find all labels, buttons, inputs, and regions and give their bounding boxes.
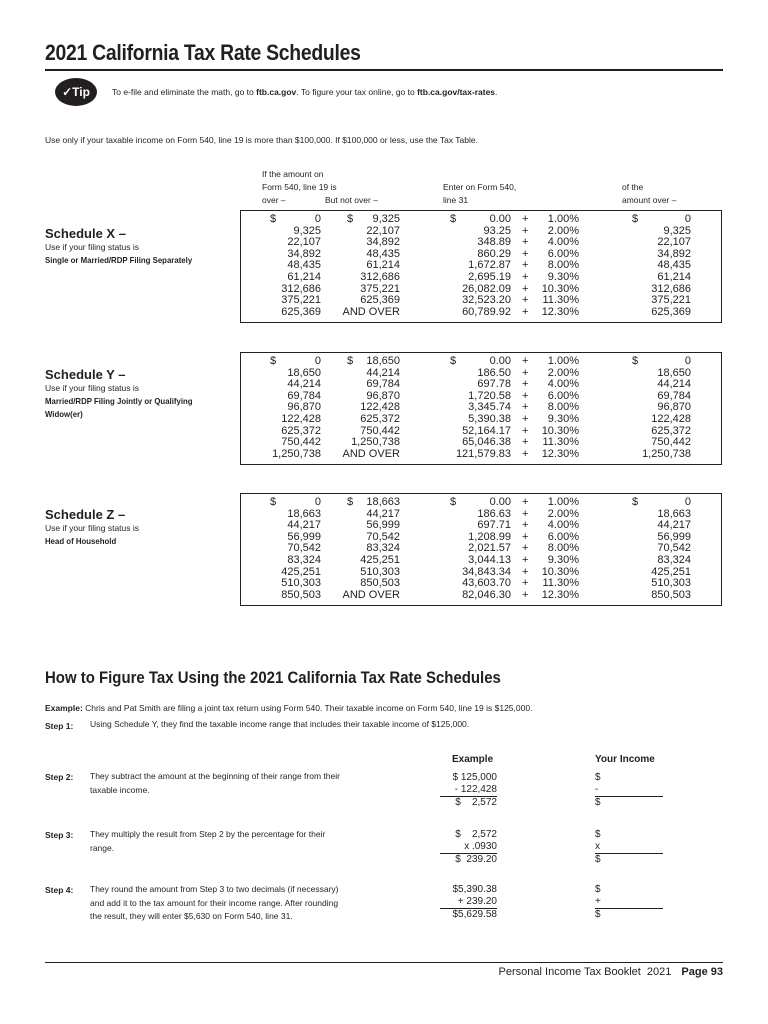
calc-result: $ 2,572 bbox=[455, 797, 497, 808]
table-row bbox=[241, 497, 721, 509]
footer-divider bbox=[45, 962, 723, 963]
cell-over: 9,325 bbox=[293, 224, 321, 237]
cell-amount-over: 0 bbox=[684, 496, 691, 508]
cell-base-tax: 186.63 bbox=[477, 507, 511, 520]
cell-rate: 10.30% bbox=[541, 282, 579, 295]
cell-base-tax: 93.25 bbox=[483, 224, 511, 237]
calc-line: - 122,428 bbox=[440, 784, 497, 797]
cell-amount-over: 375,221 bbox=[651, 294, 691, 307]
cell-rate: 12.30% bbox=[541, 447, 579, 460]
cell-amount-over: 0 bbox=[684, 355, 691, 367]
col-header-enter bbox=[443, 181, 516, 207]
cell-rate: 8.00% bbox=[547, 259, 579, 272]
step-2-text: They subtract the amount at the beginning of their range from their taxable income. bbox=[90, 771, 340, 795]
col-header-line: over – bbox=[262, 195, 286, 205]
plus-sign: + bbox=[522, 412, 529, 425]
cell-base-tax: 1,208.99 bbox=[468, 530, 511, 543]
dollar-sign: $ bbox=[270, 496, 277, 508]
cell-over: 83,324 bbox=[287, 553, 321, 566]
cell-amount-over: 83,324 bbox=[657, 553, 691, 566]
cell-base-tax: 34,843.34 bbox=[462, 565, 511, 578]
cell-amount-over: 510,303 bbox=[651, 577, 691, 590]
cell-base-tax: 26,082.09 bbox=[462, 282, 511, 295]
cell-amount-over: 61,214 bbox=[657, 270, 691, 283]
example-body: Chris and Pat Smith are filing a joint tax return using Form 540. Their taxable income on Form 540, line 19 is $125,000. bbox=[82, 703, 533, 713]
cell-over: 375,221 bbox=[281, 294, 321, 307]
calc-result: $ 239.20 bbox=[455, 854, 497, 865]
cell-rate: 4.00% bbox=[547, 236, 579, 249]
filing-status: Single or Married/RDP Filing Separately bbox=[45, 255, 193, 265]
plus-sign: + bbox=[522, 389, 529, 402]
cell-rate: 11.30% bbox=[542, 577, 579, 590]
title-divider bbox=[45, 69, 723, 71]
plus-sign: + bbox=[522, 577, 529, 590]
cell-amount-over: 70,542 bbox=[657, 542, 691, 555]
schedule-x-table bbox=[240, 210, 722, 323]
cell-rate: 6.00% bbox=[547, 530, 579, 543]
cell-rate: 9.30% bbox=[547, 270, 579, 283]
cell-not-over: 850,503 bbox=[360, 577, 400, 590]
cell-not-over: AND OVER bbox=[342, 447, 400, 460]
table-row bbox=[241, 578, 721, 590]
cell-over: 96,870 bbox=[287, 401, 321, 414]
cell-over: 1,250,738 bbox=[272, 447, 321, 460]
cell-over: 425,251 bbox=[281, 565, 321, 578]
col-header-line: If the amount on bbox=[262, 169, 324, 179]
tip-text-part: . bbox=[495, 87, 498, 97]
cell-not-over: 312,686 bbox=[360, 270, 400, 283]
cell-rate: 4.00% bbox=[547, 519, 579, 532]
cell-rate: 2.00% bbox=[547, 224, 579, 237]
cell-base-tax: 32,523.20 bbox=[462, 294, 511, 307]
table-row bbox=[241, 295, 721, 307]
cell-over: 0 bbox=[314, 355, 321, 367]
cell-over: 61,214 bbox=[287, 270, 321, 283]
cell-over: 56,999 bbox=[287, 530, 321, 543]
cell-amount-over: 48,435 bbox=[657, 259, 691, 272]
step-3-text: They multiply the result from Step 2 by the percentage for their range. bbox=[90, 829, 326, 853]
schedule-x-label bbox=[45, 226, 205, 267]
dollar-sign: $ bbox=[632, 213, 639, 225]
cell-rate: 6.00% bbox=[547, 389, 579, 402]
col-header-line: Enter on Form 540, bbox=[443, 182, 517, 192]
cell-amount-over: 312,686 bbox=[651, 282, 691, 295]
plus-sign: + bbox=[522, 553, 529, 566]
cell-over: 510,303 bbox=[281, 577, 321, 590]
step-2-example bbox=[440, 772, 497, 809]
example-col-header: Example bbox=[452, 754, 494, 765]
cell-over: 22,107 bbox=[287, 236, 321, 249]
filing-status: Widow(er) bbox=[45, 409, 83, 419]
cell-base-tax: 0.00 bbox=[489, 213, 511, 225]
cell-base-tax: 860.29 bbox=[477, 247, 511, 260]
plus-sign: + bbox=[522, 305, 529, 318]
cell-rate: 1.00% bbox=[547, 355, 579, 367]
cell-base-tax: 82,046.30 bbox=[462, 588, 511, 601]
col-header-not-over: But not over – bbox=[325, 195, 378, 205]
tax-rates-link[interactable]: ftb.ca.gov/tax-rates bbox=[417, 87, 496, 97]
dollar-sign: $ bbox=[450, 496, 457, 508]
plus-sign: + bbox=[522, 355, 529, 367]
cell-rate: 11.30% bbox=[542, 294, 579, 307]
your-income-line-2[interactable]: x bbox=[595, 841, 663, 854]
plus-sign: + bbox=[522, 213, 529, 225]
cell-rate: 10.30% bbox=[541, 565, 579, 578]
cell-amount-over: 850,503 bbox=[651, 588, 691, 601]
calc-line: x .0930 bbox=[440, 841, 497, 854]
cell-not-over: 34,892 bbox=[366, 236, 400, 249]
plus-sign: + bbox=[522, 542, 529, 555]
step-3-example bbox=[440, 829, 497, 866]
plus-sign: + bbox=[522, 519, 529, 532]
your-income-col-header: Your Income bbox=[595, 754, 655, 765]
dollar-sign: $ bbox=[347, 496, 354, 508]
table-row bbox=[241, 356, 721, 368]
cell-amount-over: 22,107 bbox=[657, 236, 691, 249]
cell-base-tax: 43,603.70 bbox=[462, 577, 511, 590]
cell-base-tax: 65,046.38 bbox=[462, 436, 511, 449]
cell-base-tax: 2,021.57 bbox=[468, 542, 511, 555]
cell-amount-over: 96,870 bbox=[657, 401, 691, 414]
schedule-title: Schedule Z – bbox=[45, 507, 126, 522]
step-4-label: Step 4: bbox=[45, 885, 74, 895]
cell-amount-over: 44,214 bbox=[657, 378, 691, 391]
cell-not-over: AND OVER bbox=[342, 305, 400, 318]
cell-not-over: 750,442 bbox=[360, 424, 400, 437]
tip-text-part: To e-file and eliminate the math, go to bbox=[112, 87, 257, 97]
cell-not-over: AND OVER bbox=[342, 588, 400, 601]
cell-amount-over: 625,372 bbox=[651, 424, 691, 437]
table-row bbox=[241, 590, 721, 602]
step-3-label: Step 3: bbox=[45, 830, 74, 840]
cell-base-tax: 697.78 bbox=[477, 378, 511, 391]
cell-base-tax: 348.89 bbox=[477, 236, 511, 249]
cell-amount-over: 1,250,738 bbox=[642, 447, 691, 460]
schedule-y-table bbox=[240, 352, 722, 465]
cell-amount-over: 425,251 bbox=[651, 565, 691, 578]
schedule-subtitle: Use if your filing status is bbox=[45, 523, 140, 533]
cell-not-over: 18,650 bbox=[366, 355, 400, 367]
table-row bbox=[241, 449, 721, 461]
cell-rate: 1.00% bbox=[547, 213, 579, 225]
cell-not-over: 510,303 bbox=[360, 565, 400, 578]
plus-sign: + bbox=[522, 270, 529, 283]
cell-over: 0 bbox=[314, 213, 321, 225]
cell-amount-over: 44,217 bbox=[657, 519, 691, 532]
cell-rate: 2.00% bbox=[547, 366, 579, 379]
plus-sign: + bbox=[522, 378, 529, 391]
your-income-line-2[interactable]: - bbox=[595, 784, 663, 797]
schedule-z-table bbox=[240, 493, 722, 606]
cell-rate: 4.00% bbox=[547, 378, 579, 391]
cell-not-over: 22,107 bbox=[366, 224, 400, 237]
col-header-line: of the bbox=[622, 182, 644, 192]
cell-rate: 8.00% bbox=[547, 542, 579, 555]
cell-amount-over: 750,442 bbox=[651, 436, 691, 449]
cell-amount-over: 18,650 bbox=[657, 366, 691, 379]
cell-not-over: 69,784 bbox=[366, 378, 400, 391]
dollar-sign: $ bbox=[632, 355, 639, 367]
booklet-title: Personal Income Tax Booklet 2021 bbox=[498, 966, 672, 978]
cell-not-over: 425,251 bbox=[360, 553, 400, 566]
calc-line: $ 2,572 bbox=[455, 829, 497, 840]
cell-rate: 10.30% bbox=[541, 424, 579, 437]
cell-not-over: 1,250,738 bbox=[351, 436, 400, 449]
plus-sign: + bbox=[522, 366, 529, 379]
your-income-result[interactable]: $ bbox=[595, 854, 601, 865]
cell-rate: 12.30% bbox=[541, 588, 579, 601]
dollar-sign: $ bbox=[270, 355, 277, 367]
filing-status: Married/RDP Filing Jointly or Qualifying bbox=[45, 396, 193, 406]
your-income-result[interactable]: $ bbox=[595, 797, 601, 808]
cell-not-over: 122,428 bbox=[360, 401, 400, 414]
plus-sign: + bbox=[522, 224, 529, 237]
dollar-sign: $ bbox=[450, 355, 457, 367]
cell-rate: 12.30% bbox=[541, 305, 579, 318]
cell-rate: 9.30% bbox=[547, 412, 579, 425]
plus-sign: + bbox=[522, 496, 529, 508]
cell-amount-over: 56,999 bbox=[657, 530, 691, 543]
table-row bbox=[241, 307, 721, 319]
your-income-line-2[interactable]: + bbox=[595, 896, 663, 909]
cell-base-tax: 0.00 bbox=[489, 355, 511, 367]
dollar-sign: $ bbox=[270, 213, 277, 225]
cell-base-tax: 1,720.58 bbox=[468, 389, 511, 402]
cell-base-tax: 186.50 bbox=[477, 366, 511, 379]
cell-rate: 11.30% bbox=[542, 436, 579, 449]
your-income-line-1[interactable]: $ bbox=[595, 884, 601, 895]
plus-sign: + bbox=[522, 247, 529, 260]
cell-over: 48,435 bbox=[287, 259, 321, 272]
ftb-link[interactable]: ftb.ca.gov bbox=[256, 87, 297, 97]
cell-rate: 6.00% bbox=[547, 247, 579, 260]
cell-not-over: 625,372 bbox=[360, 412, 400, 425]
plus-sign: + bbox=[522, 401, 529, 414]
schedule-title: Schedule X – bbox=[45, 226, 126, 241]
plus-sign: + bbox=[522, 447, 529, 460]
table-row bbox=[241, 272, 721, 284]
cell-not-over: 96,870 bbox=[366, 389, 400, 402]
plus-sign: + bbox=[522, 436, 529, 449]
cell-amount-over: 69,784 bbox=[657, 389, 691, 402]
calc-result: $5,629.58 bbox=[452, 909, 497, 920]
cell-over: 625,369 bbox=[281, 305, 321, 318]
plus-sign: + bbox=[522, 530, 529, 543]
cell-over: 0 bbox=[314, 496, 321, 508]
filing-status: Head of Household bbox=[45, 536, 117, 546]
example-text bbox=[45, 702, 532, 716]
col-header-line: amount over – bbox=[622, 195, 677, 205]
cell-rate: 8.00% bbox=[547, 401, 579, 414]
schedule-title: Schedule Y – bbox=[45, 367, 126, 382]
cell-not-over: 44,214 bbox=[366, 366, 400, 379]
cell-not-over: 44,217 bbox=[366, 507, 400, 520]
tip-text-part: . To figure your tax online, go to bbox=[296, 87, 418, 97]
cell-amount-over: 122,428 bbox=[651, 412, 691, 425]
cell-not-over: 9,325 bbox=[372, 213, 400, 225]
dollar-sign: $ bbox=[450, 213, 457, 225]
cell-over: 122,428 bbox=[281, 412, 321, 425]
cell-base-tax: 0.00 bbox=[489, 496, 511, 508]
your-income-line-1[interactable]: $ bbox=[595, 772, 601, 783]
intro-text: Use only if your taxable income on Form 540, line 19 is more than $100,000. If $100,000 or less, use the Tax Table. bbox=[45, 135, 478, 145]
cell-amount-over: 34,892 bbox=[657, 247, 691, 260]
table-row bbox=[241, 214, 721, 226]
cell-over: 34,892 bbox=[287, 247, 321, 260]
page-title: 2021 California Tax Rate Schedules bbox=[45, 40, 361, 65]
cell-amount-over: 9,325 bbox=[663, 224, 691, 237]
cell-base-tax: 5,390.38 bbox=[468, 412, 511, 425]
cell-base-tax: 697.71 bbox=[477, 519, 511, 532]
your-income-line-1[interactable]: $ bbox=[595, 829, 601, 840]
tip-icon: ✓Tip bbox=[55, 78, 97, 106]
cell-over: 18,663 bbox=[287, 507, 321, 520]
cell-over: 750,442 bbox=[281, 436, 321, 449]
cell-base-tax: 2,695.19 bbox=[468, 270, 511, 283]
page-number: Page 93 bbox=[681, 966, 723, 978]
plus-sign: + bbox=[522, 588, 529, 601]
cell-not-over: 375,221 bbox=[360, 282, 400, 295]
dollar-sign: $ bbox=[347, 213, 354, 225]
calc-line: $ 125,000 bbox=[452, 772, 497, 783]
tip-text bbox=[112, 87, 497, 97]
cell-over: 69,784 bbox=[287, 389, 321, 402]
plus-sign: + bbox=[522, 294, 529, 307]
plus-sign: + bbox=[522, 565, 529, 578]
step-2-label: Step 2: bbox=[45, 772, 74, 782]
cell-not-over: 70,542 bbox=[366, 530, 400, 543]
page-footer bbox=[499, 966, 723, 978]
cell-base-tax: 3,345.74 bbox=[468, 401, 511, 414]
cell-amount-over: 18,663 bbox=[657, 507, 691, 520]
step-1-text: Using Schedule Y, they find the taxable income range that includes their taxable income of $125,000. bbox=[90, 719, 470, 729]
plus-sign: + bbox=[522, 424, 529, 437]
step-4-example bbox=[440, 884, 497, 921]
step-2-your-income bbox=[595, 772, 663, 809]
step-4-text: They round the amount from Step 3 to two decimals (if necessary) and add it to the tax amount for their income range. After rounding the result, they will enter $5,630 on Form 540, line 31. bbox=[90, 884, 339, 921]
cell-over: 312,686 bbox=[281, 282, 321, 295]
cell-rate: 9.30% bbox=[547, 553, 579, 566]
schedule-z-label bbox=[45, 507, 139, 548]
cell-base-tax: 121,579.83 bbox=[455, 447, 511, 460]
col-header-line: Form 540, line 19 is bbox=[262, 182, 337, 192]
step-4-your-income bbox=[595, 884, 663, 921]
cell-base-tax: 52,164.17 bbox=[462, 424, 511, 437]
cell-not-over: 48,435 bbox=[366, 247, 400, 260]
your-income-result[interactable]: $ bbox=[595, 909, 601, 920]
cell-amount-over: 625,369 bbox=[651, 305, 691, 318]
table-row bbox=[241, 414, 721, 426]
cell-over: 44,214 bbox=[287, 378, 321, 391]
cell-over: 18,650 bbox=[287, 366, 321, 379]
cell-over: 850,503 bbox=[281, 588, 321, 601]
plus-sign: + bbox=[522, 507, 529, 520]
calc-line: + 239.20 bbox=[440, 896, 497, 909]
cell-amount-over: 0 bbox=[684, 213, 691, 225]
cell-rate: 2.00% bbox=[547, 507, 579, 520]
table-row bbox=[241, 555, 721, 567]
cell-over: 625,372 bbox=[281, 424, 321, 437]
cell-base-tax: 3,044.13 bbox=[468, 553, 511, 566]
schedule-subtitle: Use if your filing status is bbox=[45, 242, 140, 252]
cell-over: 70,542 bbox=[287, 542, 321, 555]
cell-over: 44,217 bbox=[287, 519, 321, 532]
col-header-amount-over bbox=[622, 181, 676, 207]
dollar-sign: $ bbox=[347, 355, 354, 367]
dollar-sign: $ bbox=[632, 496, 639, 508]
cell-not-over: 61,214 bbox=[366, 259, 400, 272]
plus-sign: + bbox=[522, 236, 529, 249]
plus-sign: + bbox=[522, 282, 529, 295]
col-header-line: line 31 bbox=[443, 195, 469, 205]
cell-not-over: 83,324 bbox=[366, 542, 400, 555]
step-1-label: Step 1: bbox=[45, 721, 74, 731]
cell-rate: 1.00% bbox=[547, 496, 579, 508]
example-label: Example: bbox=[45, 703, 83, 713]
plus-sign: + bbox=[522, 259, 529, 272]
cell-base-tax: 1,672.87 bbox=[468, 259, 511, 272]
table-row bbox=[241, 437, 721, 449]
cell-not-over: 18,663 bbox=[366, 496, 400, 508]
cell-not-over: 625,369 bbox=[360, 294, 400, 307]
calc-line: $5,390.38 bbox=[452, 884, 497, 895]
cell-not-over: 56,999 bbox=[366, 519, 400, 532]
schedule-subtitle: Use if your filing status is bbox=[45, 383, 140, 393]
step-3-your-income bbox=[595, 829, 663, 866]
howto-title: How to Figure Tax Using the 2021 California Tax Rate Schedules bbox=[45, 668, 501, 687]
schedule-y-label bbox=[45, 367, 205, 421]
cell-base-tax: 60,789.92 bbox=[462, 305, 511, 318]
